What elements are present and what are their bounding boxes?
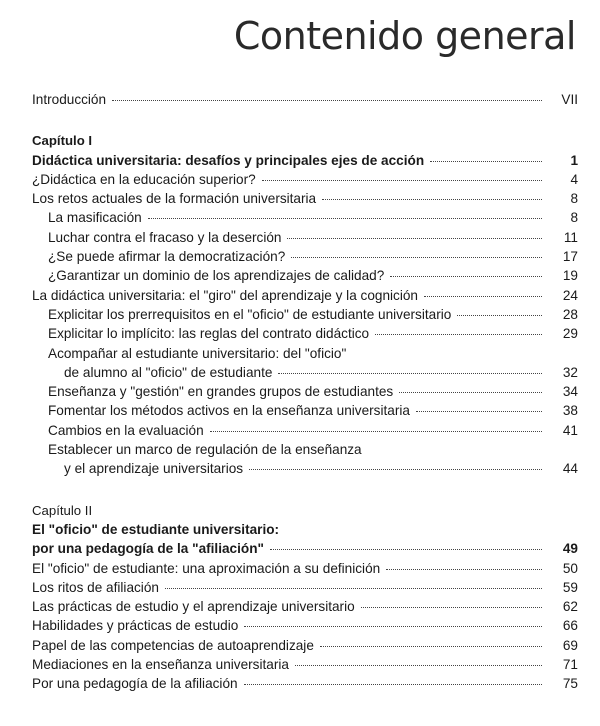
toc-entry[interactable] xyxy=(32,442,578,461)
toc-entry-label: Las prácticas de estudio y el aprendizaje universitario xyxy=(32,599,355,615)
toc-entry-label: por una pedagogía de la "afiliación" xyxy=(32,541,264,557)
toc-entry-label: La didáctica universitaria: el "giro" del aprendizaje y la cognición xyxy=(32,287,418,303)
toc-entry-page: 59 xyxy=(562,579,578,595)
toc-entry[interactable] xyxy=(32,403,578,422)
toc-entry[interactable] xyxy=(32,191,578,210)
toc-entry-label: Los retos actuales de la formación universitaria xyxy=(32,191,317,207)
dot-leader xyxy=(424,295,542,297)
toc-entry-page: 32 xyxy=(562,364,578,380)
toc-entry[interactable] xyxy=(32,384,578,403)
toc-entry[interactable] xyxy=(32,676,578,695)
dot-leader xyxy=(457,314,542,316)
toc-entry[interactable] xyxy=(32,288,578,307)
toc-entry-page: 17 xyxy=(562,249,578,265)
dot-leader xyxy=(165,587,542,589)
toc-entry-label: Papel de las competencias de autoaprendizaje xyxy=(32,637,314,653)
toc-entry-label: Mediaciones en la enseñanza universitaria xyxy=(32,657,289,673)
dot-leader xyxy=(210,430,542,432)
toc-entry-page: 29 xyxy=(562,326,578,342)
toc-entry-page: 62 xyxy=(562,599,578,615)
toc-entry[interactable] xyxy=(32,522,578,541)
toc-entry[interactable] xyxy=(32,230,578,249)
toc-entry-page: 50 xyxy=(562,560,578,576)
dot-leader xyxy=(287,237,542,239)
toc-entry-label: Introducción xyxy=(32,92,107,107)
toc-entry-page: 28 xyxy=(562,306,578,322)
toc-entry-page: 75 xyxy=(562,676,578,692)
dot-leader xyxy=(375,333,542,335)
toc-entry[interactable] xyxy=(32,461,578,480)
dot-leader xyxy=(390,275,542,277)
toc-entry[interactable] xyxy=(32,638,578,657)
dot-leader xyxy=(386,568,542,570)
dot-leader xyxy=(322,198,542,200)
toc-entry[interactable] xyxy=(32,346,578,365)
toc-entry-label: Establecer un marco de regulación de la enseñanza xyxy=(48,442,362,458)
dot-leader xyxy=(399,391,542,393)
dot-leader xyxy=(416,410,542,412)
toc-entry-label: Explicitar los prerrequisitos en el "oficio" de estudiante universitario xyxy=(48,306,452,322)
toc-entry-label: Cambios en la evaluación xyxy=(48,422,204,438)
dot-leader xyxy=(291,256,542,258)
toc-entry-label: ¿Garantizar un dominio de los aprendizajes de calidad? xyxy=(48,268,385,284)
toc-entry[interactable] xyxy=(32,268,578,287)
dot-leader xyxy=(148,217,542,219)
toc-entry[interactable] xyxy=(32,210,578,229)
toc-entry-page: VII xyxy=(561,92,578,107)
toc-entry-page: 34 xyxy=(562,384,578,400)
toc-entry-label: y el aprendizaje universitarios xyxy=(64,461,244,477)
dot-leader xyxy=(278,372,542,374)
toc-entry[interactable] xyxy=(32,153,578,172)
toc-entry-page: 71 xyxy=(562,657,578,673)
dot-leader xyxy=(320,645,542,647)
toc-entry[interactable] xyxy=(32,541,578,560)
toc-entry-page: 8 xyxy=(570,191,578,207)
chapter-2-entries xyxy=(32,522,578,696)
chapter-1-entries xyxy=(32,153,578,481)
toc-entry-page: 44 xyxy=(562,461,578,477)
toc-entry[interactable] xyxy=(32,423,578,442)
toc-entry-page: 41 xyxy=(562,422,578,438)
toc-entry-page: 11 xyxy=(563,229,578,245)
toc-entry-label: Acompañar al estudiante universitario: del "oficio" xyxy=(48,345,347,361)
toc-entry-label: ¿Se puede afirmar la democratización? xyxy=(48,249,286,265)
toc-entry[interactable] xyxy=(32,580,578,599)
toc-entry[interactable] xyxy=(32,657,578,676)
toc-entry-label: Fomentar los métodos activos en la enseñanza universitaria xyxy=(48,403,410,419)
toc-entry[interactable] xyxy=(32,307,578,326)
toc-entry[interactable] xyxy=(32,326,578,345)
dot-leader xyxy=(270,548,542,550)
page-title: Contenido general xyxy=(233,14,576,58)
toc-entry-label: Por una pedagogía de la afiliación xyxy=(32,676,238,692)
toc-entry-label: El "oficio" de estudiante universitario: xyxy=(32,521,280,537)
dot-leader xyxy=(361,606,542,608)
dot-leader xyxy=(244,683,542,685)
toc-entry[interactable] xyxy=(32,618,578,637)
dot-leader xyxy=(249,468,542,470)
toc-entry-page: 19 xyxy=(562,268,578,284)
toc-entry[interactable] xyxy=(32,172,578,191)
toc-entry-page: 38 xyxy=(562,403,578,419)
toc-entry-label: El "oficio" de estudiante: una aproximación a su definición xyxy=(32,560,381,576)
toc-entry-page: 66 xyxy=(562,618,578,634)
toc-entry-label: ¿Didáctica en la educación superior? xyxy=(32,171,256,187)
toc-entry-label: Los ritos de afiliación xyxy=(32,579,159,595)
toc-entry-page: 8 xyxy=(570,210,578,226)
toc-entry-label: Didáctica universitaria: desafíos y principales ejes de acción xyxy=(32,152,425,168)
toc-entry[interactable] xyxy=(32,249,578,268)
toc-entry-label: de alumno al "oficio" de estudiante xyxy=(64,364,273,380)
dot-leader xyxy=(244,625,542,627)
chapter-heading-2: Capítulo II xyxy=(32,502,93,518)
toc-entry-label: Habilidades y prácticas de estudio xyxy=(32,618,239,634)
toc-entry-label: Explicitar lo implícito: las reglas del contrato didáctico xyxy=(48,326,370,342)
dot-leader xyxy=(430,160,542,162)
toc-entry-page: 69 xyxy=(562,637,578,653)
toc-entry-label: La masificación xyxy=(48,210,142,226)
toc-entry-label: Luchar contra el fracaso y la deserción xyxy=(48,229,282,245)
toc-entry-page: 24 xyxy=(562,287,578,303)
toc-entry-introduction[interactable] xyxy=(32,92,578,111)
dot-leader xyxy=(112,99,542,101)
toc-entry-page: 1 xyxy=(570,152,578,168)
toc-entry[interactable] xyxy=(32,599,578,618)
toc-entry-page: 49 xyxy=(562,541,578,557)
dot-leader xyxy=(295,664,542,666)
toc-entry-page: 4 xyxy=(570,171,578,187)
chapter-heading-1: Capítulo I xyxy=(32,133,93,149)
dot-leader xyxy=(262,179,542,181)
toc-entry-label: Enseñanza y "gestión" en grandes grupos de estudiantes xyxy=(48,384,394,400)
toc-entry[interactable] xyxy=(32,561,578,580)
toc-entry[interactable] xyxy=(32,365,578,384)
table-of-contents xyxy=(32,92,578,696)
